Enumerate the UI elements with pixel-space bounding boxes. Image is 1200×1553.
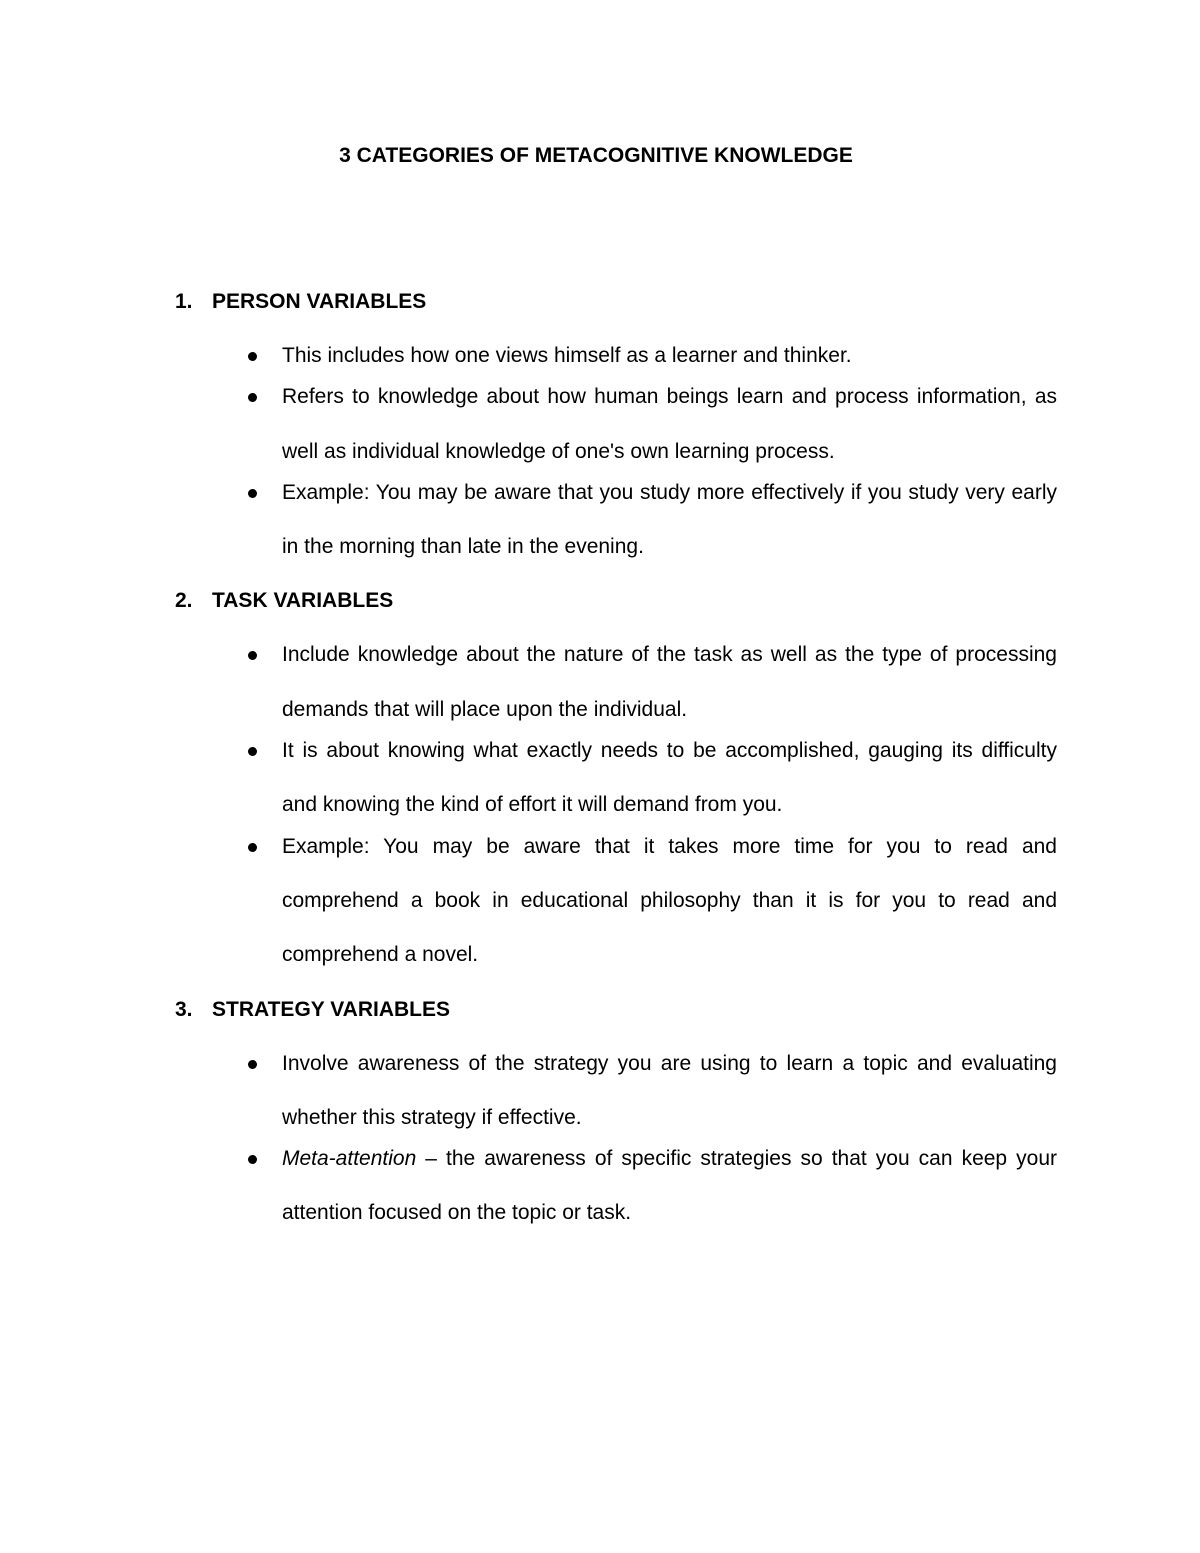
section-number: 3. xyxy=(175,997,193,1021)
section-heading-strategy-variables xyxy=(175,996,1057,1024)
bullet-icon xyxy=(248,747,257,756)
section-title: TASK VARIABLES xyxy=(212,589,394,613)
bullet-item-meta-attention xyxy=(175,1132,1057,1241)
bullet-text: Example: You may be aware that you study more effectively if you study very early in the morning than late in the evening. xyxy=(282,480,1057,559)
bullet-icon xyxy=(248,393,257,402)
bullet-item xyxy=(175,1037,1057,1146)
document-body xyxy=(175,288,1057,1241)
bullet-item xyxy=(175,724,1057,833)
section-title: PERSON VARIABLES xyxy=(212,290,427,313)
bullet-text: Include knowledge about the nature of the task as well as the type of processing demands that will place upon the individual. xyxy=(282,643,1057,721)
bullet-item xyxy=(175,820,1057,983)
bullet-icon xyxy=(248,843,257,852)
bullet-icon xyxy=(248,489,257,498)
bullet-text: This includes how one views himself as a learner and thinker. xyxy=(282,344,852,367)
section-heading-person-variables xyxy=(175,288,1057,316)
bullet-text: Involve awareness of the strategy you are using to learn a topic and evaluating whether this strategy if effective. xyxy=(282,1051,1057,1129)
bullet-icon xyxy=(248,651,257,660)
section-heading-task-variables xyxy=(175,587,1057,615)
term-definition: – the awareness of specific strategies so that you can keep your attention focused on the topic or task. xyxy=(282,1147,1057,1225)
term-meta-attention: Meta-attention xyxy=(282,1147,417,1171)
bullet-text: Example: You may be aware that it takes more time for you to read and comprehend a book in educational philosophy than it is for you to read and comprehend a novel. xyxy=(282,834,1057,967)
bullet-item xyxy=(175,370,1057,479)
section-number: 1. xyxy=(175,290,193,313)
bullet-icon xyxy=(248,1060,257,1069)
bullet-item xyxy=(175,628,1057,737)
bullet-text: It is about knowing what exactly needs to be accomplished, gauging its difficulty and knowing the kind of effort it will demand from you. xyxy=(282,739,1057,817)
section-title: STRATEGY VARIABLES xyxy=(212,997,451,1021)
bullet-icon xyxy=(248,1155,257,1164)
bullet-text: Refers to knowledge about how human beings learn and process information, as well as individual knowledge of one's own learning process. xyxy=(282,385,1057,463)
document-title: 3 CATEGORIES OF METACOGNITIVE KNOWLEDGE xyxy=(339,144,853,167)
bullet-icon xyxy=(248,352,257,361)
section-number: 2. xyxy=(175,589,193,613)
bullet-item xyxy=(175,466,1057,575)
